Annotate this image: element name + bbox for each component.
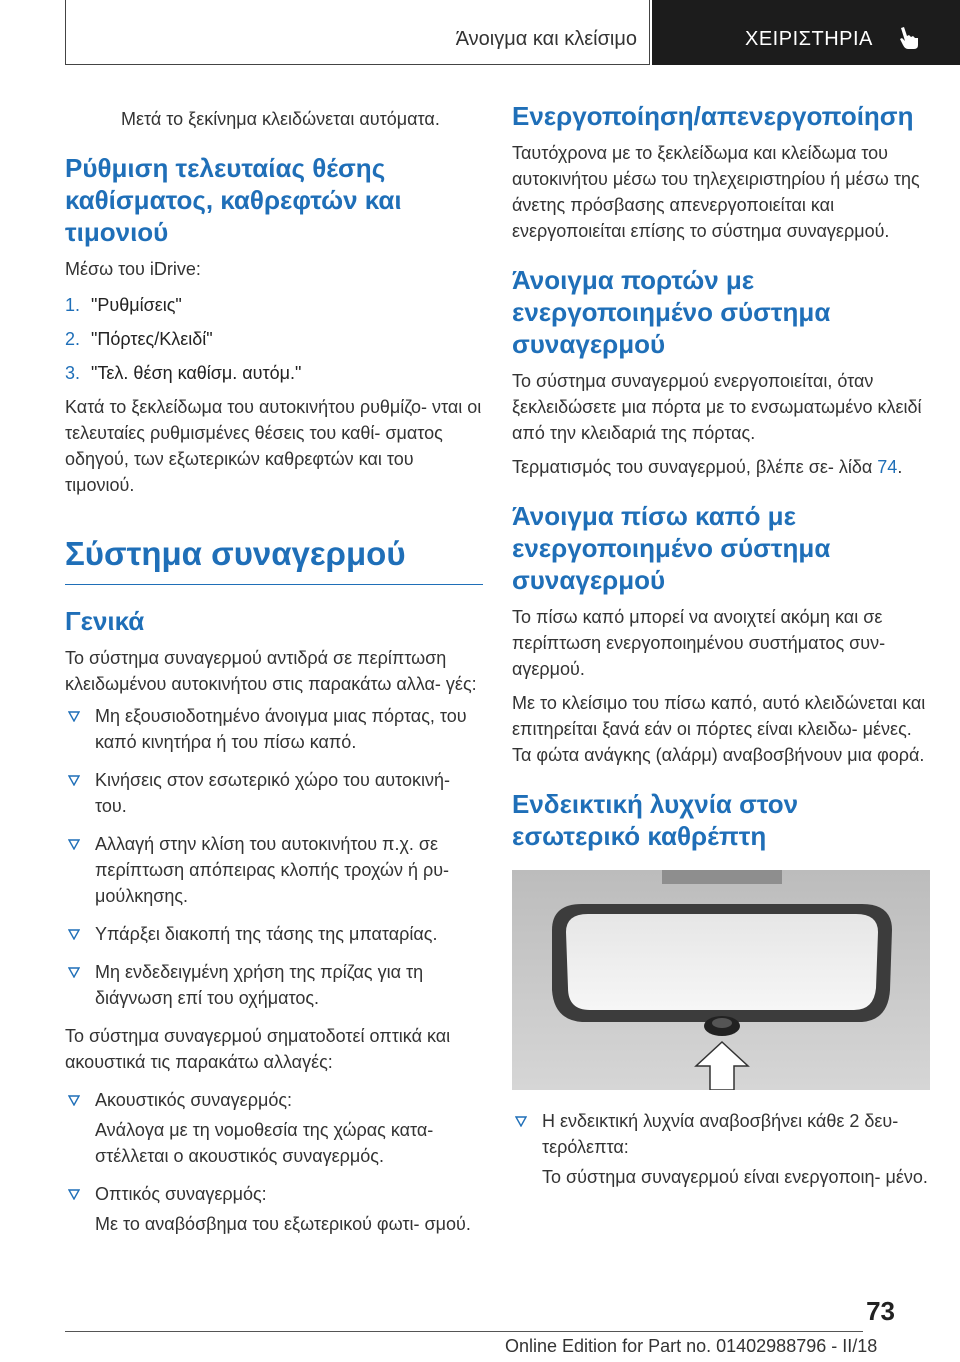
signal-paragraph: Το σύστημα συναγερμού σηματοδοτεί οπτικά και ακουστικά τις παρακάτω αλλαγές: bbox=[65, 1026, 451, 1072]
page-number: 73 bbox=[866, 1296, 895, 1326]
activation-paragraph: Ταυτόχρονα με το ξεκλείδωμα και κλείδωμα του αυτοκινήτου μέσω του τηλεχειριστηρίου ή μέσω της άνετης πρόσβασης απενεργοποιείται και ενεργοποιείται επίσης το σύστημα συναγερμού. bbox=[512, 143, 920, 241]
step-item: 1. "Ρυθμίσεις" bbox=[65, 295, 182, 315]
seat-position-heading: Ρύθμιση τελευταίας θέσης καθίσματος, καθρεφτών και τιμονιού bbox=[65, 153, 402, 247]
triangle-bullet-icon bbox=[65, 831, 95, 909]
header-section-title: Άνοιγμα και κλείσιμο bbox=[455, 28, 637, 50]
general-heading: Γενικά bbox=[65, 606, 145, 636]
list-item: Υπάρξει διακοπή της τάσης της μπαταρίας. bbox=[65, 921, 483, 947]
triangle-bullet-icon bbox=[65, 703, 95, 755]
header-manual-title: ΧΕΙΡΙΣΤΗΡΙΑ bbox=[745, 28, 873, 50]
triangle-bullet-icon bbox=[65, 1087, 95, 1113]
step-item: 2. "Πόρτες/Κλειδί" bbox=[65, 329, 213, 349]
hand-touch-icon bbox=[898, 25, 922, 51]
seat-position-paragraph: Κατά το ξεκλείδωμα του αυτοκινήτου ρυθμίζο- νται οι τελευταίες ρυθμισμένες θέσεις του καθί- σματος οδηγού, των εξωτερικών καθρεφτών και του τιμονιού. bbox=[65, 397, 482, 495]
general-paragraph: Το σύστημα συναγερμού αντιδρά σε περίπτωση κλειδωμένου αυτοκινήτου στις παρακάτω αλλα- γές: bbox=[65, 648, 477, 694]
triangle-bullet-icon bbox=[65, 1181, 95, 1207]
alarm-system-heading: Σύστημα συναγερμού bbox=[65, 535, 406, 572]
indicator-heading: Ενδεικτική λυχνία στον εσωτερικό καθρέπτη bbox=[512, 789, 799, 851]
list-item: Αλλαγή στην κλίση του αυτοκινήτου π.χ. σε περίπτωση απόπειρας κλοπής τροχών ή ρυ- μούλκησης. bbox=[65, 831, 483, 909]
trunk-paragraph-2: Με το κλείσιμο του πίσω καπό, αυτό κλειδώνεται και επιτηρείται ξανά εάν οι πόρτες είναι κλειδω- μένες. Τα φώτα ανάγκης (αλάρμ) αναβοσβήνουν μια φορά. bbox=[512, 693, 926, 765]
list-item: Κινήσεις στον εσωτερικό χώρο του αυτοκινή- του. bbox=[65, 767, 483, 819]
left-column bbox=[65, 100, 483, 1249]
alarm-signals-list bbox=[65, 1087, 483, 1237]
header-section-box bbox=[65, 0, 650, 65]
activation-heading: Ενεργοποίηση/απενεργοποίηση bbox=[512, 101, 914, 131]
switch-off-reference: Τερματισμός του συναγερμού, βλέπε σε- λίδα 74. bbox=[512, 457, 903, 477]
alarm-triggers-list bbox=[65, 703, 483, 1011]
right-column bbox=[512, 100, 930, 1202]
step-item: 3. "Τελ. θέση καθίσμ. αυτόμ." bbox=[65, 363, 302, 383]
doors-heading: Άνοιγμα πορτών με ενεργοποιημένο σύστημα συναγερμού bbox=[512, 265, 831, 359]
triangle-bullet-icon bbox=[65, 767, 95, 819]
page-link[interactable]: 74 bbox=[877, 457, 898, 477]
via-idrive-text: Μέσω του iDrive: bbox=[65, 259, 201, 279]
footer-divider bbox=[65, 1331, 863, 1332]
list-item: Μη εξουσιοδοτημένο άνοιγμα μιας πόρτας, του καπό κινητήρα ή του πίσω καπό. bbox=[65, 703, 483, 755]
triangle-bullet-icon bbox=[65, 959, 95, 1011]
alarm-heading-wrap bbox=[65, 534, 483, 585]
list-item: Η ενδεικτική λυχνία αναβοσβήνει κάθε 2 δευ- τερόλεπτα: Το σύστημα συναγερμού είναι ενεργοποιη- μένο. bbox=[512, 1108, 930, 1190]
trunk-heading: Άνοιγμα πίσω καπό με ενεργοποιημένο σύστημα συναγερμού bbox=[512, 501, 831, 595]
indicator-list bbox=[512, 1108, 930, 1190]
header-manual-box bbox=[652, 0, 960, 65]
settings-steps bbox=[65, 292, 483, 386]
triangle-bullet-icon bbox=[512, 1108, 542, 1160]
trunk-paragraph-1: Το πίσω καπό μπορεί να ανοιχτεί ακόμη και σε περίπτωση ενεργοποιημένου συστήματος συν- αγερμού. bbox=[512, 607, 886, 679]
list-item: Ακουστικός συναγερμός: Ανάλογα με τη νομοθεσία της χώρας κατα- στέλλεται ο ακουστικός συναγερμός. bbox=[65, 1087, 483, 1169]
list-item: Μη ενδεδειγμένη χρήση της πρίζας για τη διάγνωση επί του οχήματος. bbox=[65, 959, 483, 1011]
interior-mirror-illustration bbox=[512, 870, 930, 1090]
intro-text: Μετά το ξεκίνημα κλειδώνεται αυτόματα. bbox=[121, 109, 440, 129]
doors-paragraph: Το σύστημα συναγερμού ενεργοποιείται, όταν ξεκλειδώσετε μια πόρτα με το ενσωματωμένο κλειδί από την κλειδαριά της πόρτας. bbox=[512, 371, 922, 443]
triangle-bullet-icon bbox=[65, 921, 95, 947]
list-item: Οπτικός συναγερμός: Με το αναβόσβημα του εξωτερικού φωτι- σμού. bbox=[65, 1181, 483, 1237]
footer-edition: Online Edition for Part no. 01402988796 - II/18 bbox=[505, 1336, 878, 1356]
